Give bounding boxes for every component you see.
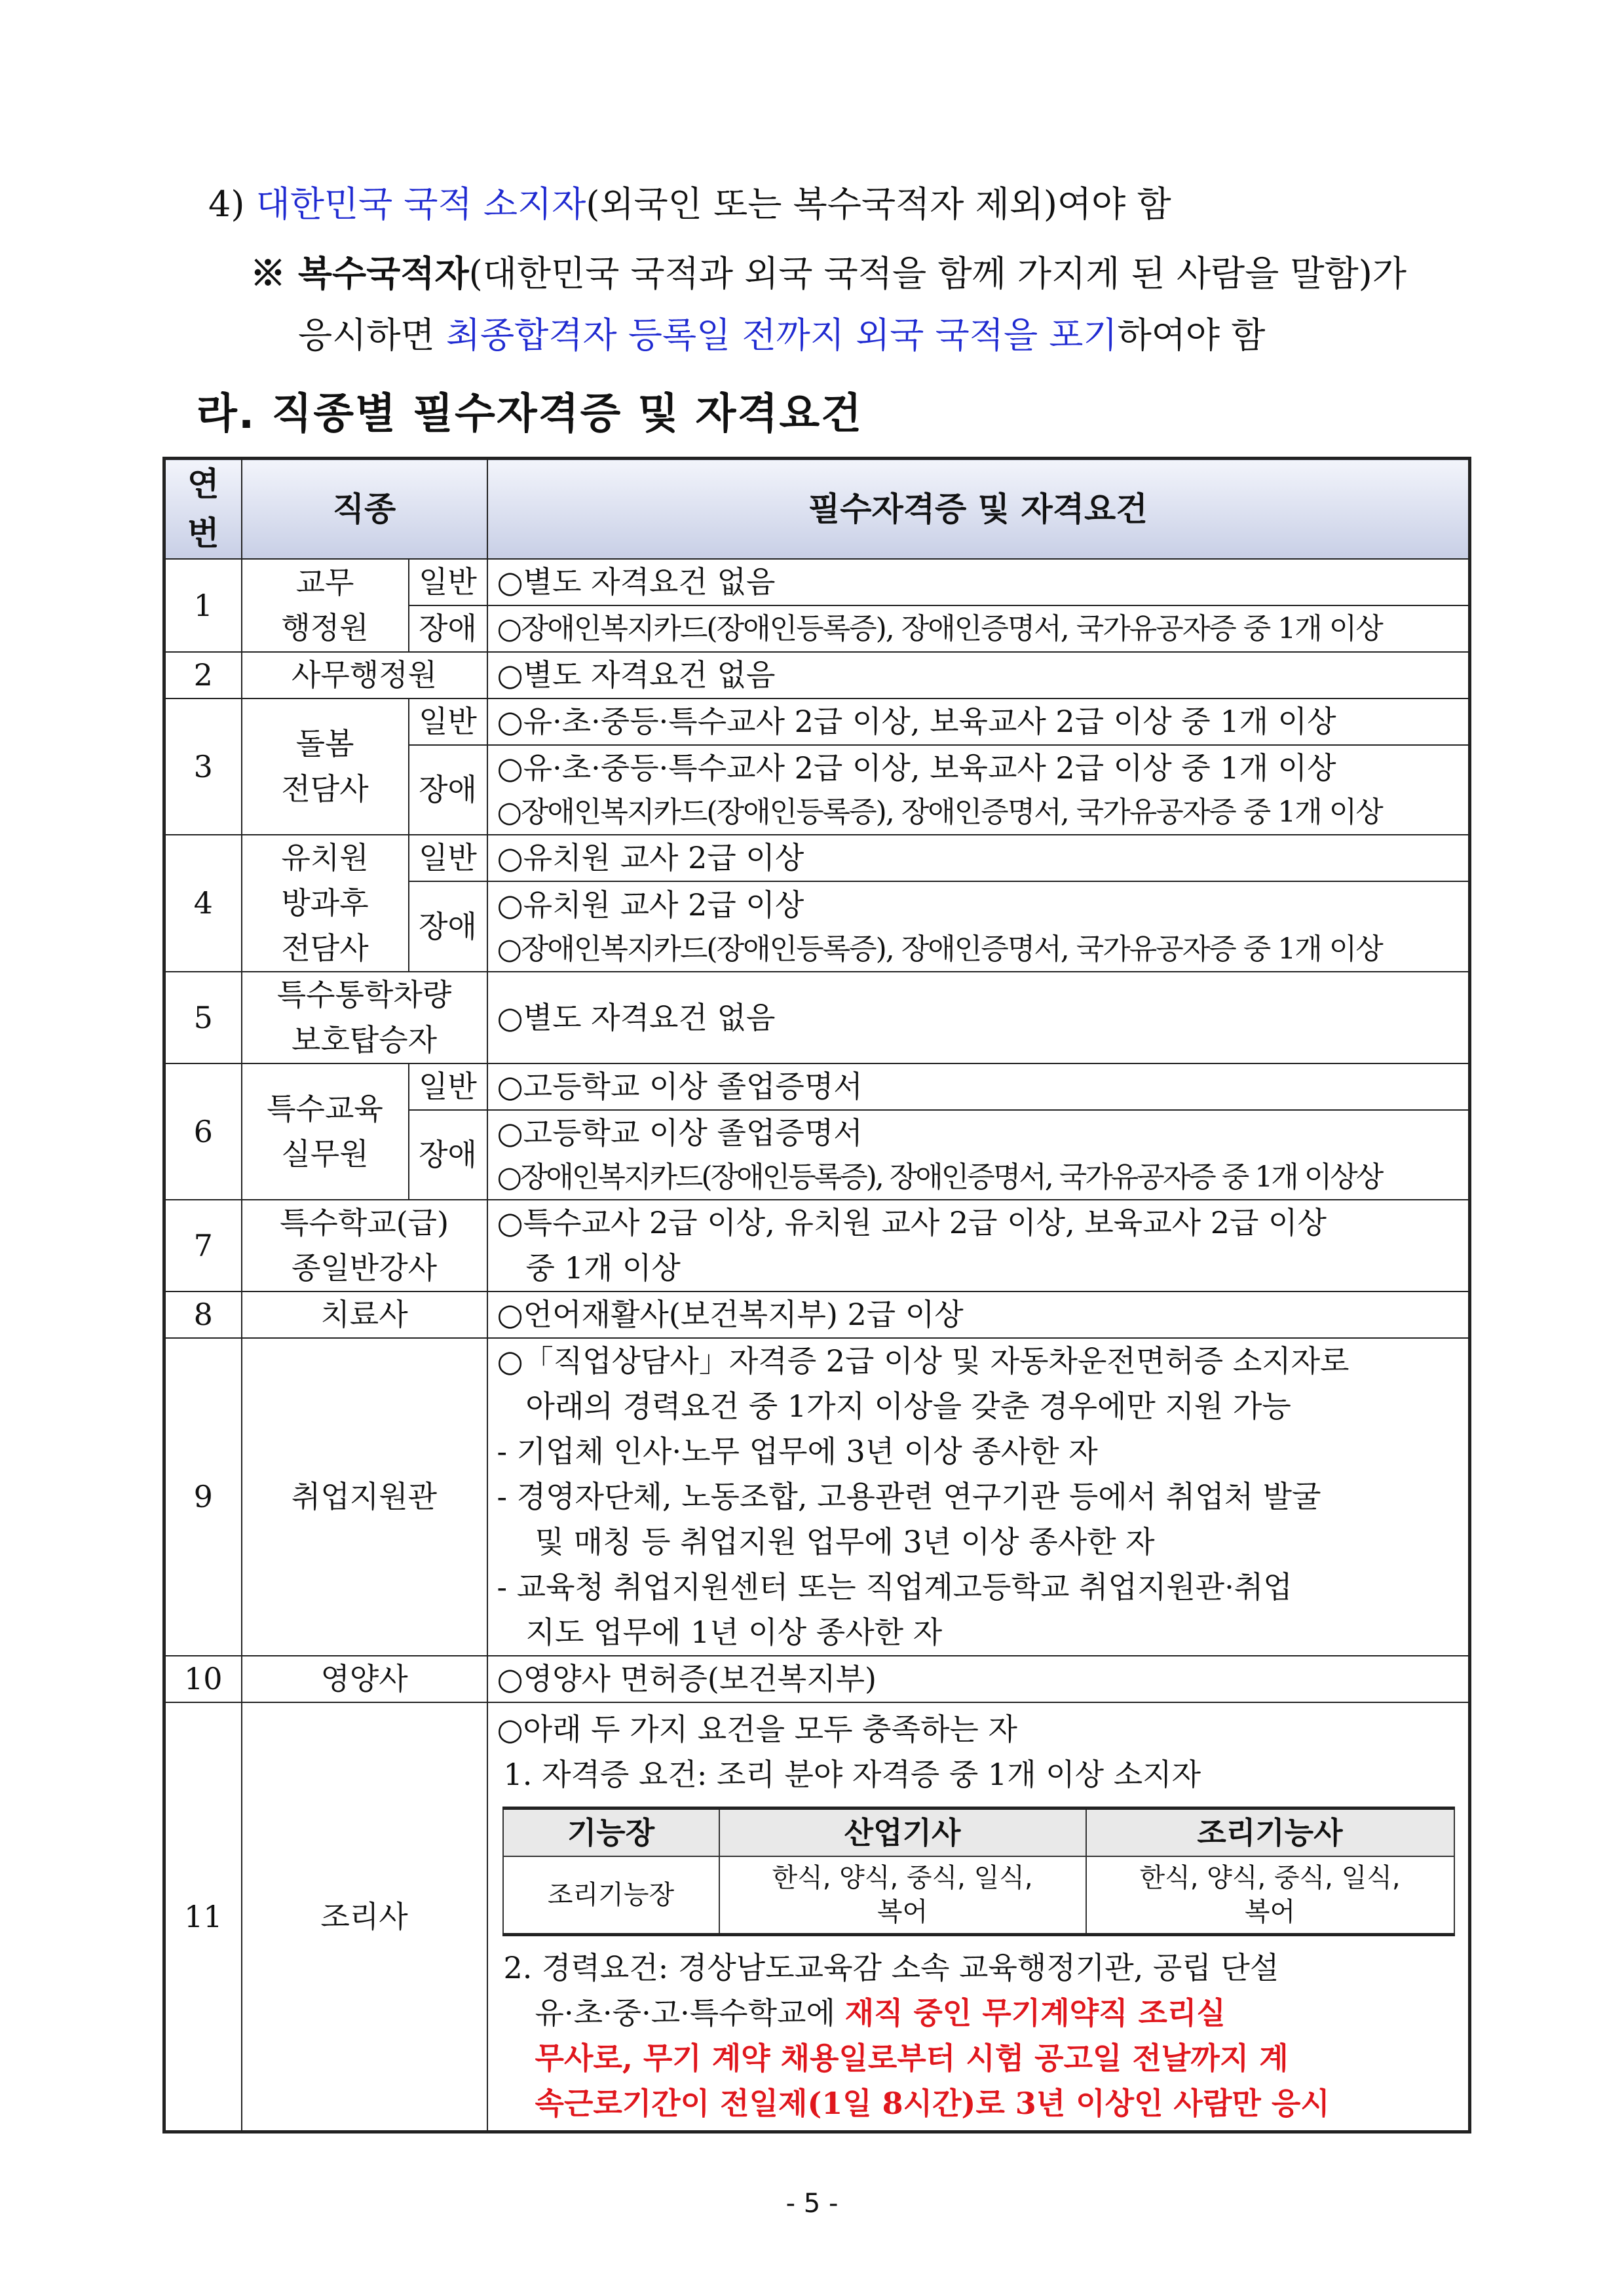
row-number: 2 — [164, 652, 242, 698]
row-number: 4 — [164, 835, 242, 972]
requirement-item: 2. 경력요건: 경상남도교육감 소속 교육행정기관, 공립 단설 — [503, 1950, 1279, 1985]
item-number: 4) — [208, 183, 256, 225]
table-row — [164, 1063, 1470, 1110]
requirement: ○영양사 면허증(보건복지부) — [487, 1656, 1470, 1702]
requirement-item: - 경영자단체, 노동조합, 고용관련 연구기관 등에서 취업처 발굴 — [497, 1479, 1321, 1514]
hire-type: 장애 — [409, 605, 487, 652]
requirement-item: 1. 자격증 요건: 조리 분야 자격증 중 1개 이상 소지자 — [503, 1757, 1201, 1792]
requirement: ○특수교사 2급 이상, 유치원 교사 2급 이상, 보육교사 2급 이상 — [497, 1205, 1327, 1240]
inner-cell: 한식, 양식, 중식, 일식, 복어 — [719, 1856, 1086, 1935]
dual-citizen-term: 복수국적자 — [297, 252, 469, 294]
table-row — [164, 1200, 1470, 1292]
hire-type: 일반 — [409, 1063, 487, 1110]
job-title: 치료사 — [242, 1292, 487, 1338]
requirement-highlight: 속근로기간이 전일제(1일 8시간)로 3년 이상인 사람만 응시 — [535, 2086, 1330, 2121]
cook-certificate-table — [502, 1807, 1455, 1936]
requirement-cont: 및 매칭 등 취업지원 업무에 3년 이상 종사한 자 — [535, 1524, 1155, 1559]
row-number: 8 — [164, 1292, 242, 1338]
header-job: 직종 — [242, 459, 487, 560]
job-title: 유치원 방과후 전담사 — [242, 835, 409, 972]
hire-type: 일반 — [409, 698, 487, 745]
row-number: 6 — [164, 1063, 242, 1200]
table-row — [164, 698, 1470, 745]
requirement-cont: 지도 업무에 1년 이상 종사한 자 — [525, 1615, 943, 1650]
table-header-row — [164, 459, 1470, 560]
inner-row — [503, 1856, 1454, 1935]
hire-type: 장애 — [409, 881, 487, 972]
nationality-highlight: 대한민국 국적 소지자 — [255, 183, 586, 225]
requirement: ○언어재활사(보건복지부) 2급 이상 — [487, 1292, 1470, 1338]
hire-type: 장애 — [409, 745, 487, 835]
inner-header: 산업기사 — [719, 1808, 1086, 1857]
qualification-table — [162, 457, 1471, 2133]
requirement: ○유·초·중등·특수교사 2급 이상, 보육교사 2급 이상 중 1개 이상 — [497, 750, 1336, 786]
table-row — [164, 972, 1470, 1063]
requirement: ○고등학교 이상 졸업증명서 — [487, 1063, 1470, 1110]
job-title: 영양사 — [242, 1656, 487, 1702]
requirement: ○장애인복지카드(장애인등록증), 장애인증명서, 국가유공자증 중 1개 이상 — [497, 932, 1382, 966]
row-number: 3 — [164, 698, 242, 835]
header-no: 연번 — [164, 459, 242, 560]
row-number: 7 — [164, 1200, 242, 1292]
renounce-highlight: 최종합격자 등록일 전까지 외국 국적을 포기 — [445, 315, 1118, 356]
requirement-item: - 교육청 취업지원센터 또는 직업계고등학교 취업지원관·취업 — [497, 1569, 1293, 1605]
requirement: ○유·초·중등·특수교사 2급 이상, 보육교사 2급 이상 중 1개 이상 — [487, 698, 1470, 745]
dual-citizenship-note-cont — [298, 315, 1608, 356]
inner-header: 기능장 — [503, 1808, 719, 1857]
requirement-item: - 기업체 인사·노무 업무에 3년 이상 종사한 자 — [497, 1434, 1098, 1469]
inner-header: 조리기능사 — [1086, 1808, 1454, 1857]
table-row — [164, 559, 1470, 605]
requirement: ○「직업상담사」자격증 2급 이상 및 자동차운전면허증 소지자로 — [497, 1343, 1350, 1379]
requirement: ○유치원 교사 2급 이상 — [497, 887, 804, 923]
row-number: 1 — [164, 559, 242, 652]
nationality-note: (외국인 또는 복수국적자 제외)여야 함 — [586, 183, 1171, 225]
requirement: ○고등학교 이상 졸업증명서 — [497, 1115, 863, 1151]
requirement-highlight: 재직 중인 무기계약직 조리실 — [844, 1995, 1226, 2031]
table-row — [164, 1656, 1470, 1702]
row-number: 9 — [164, 1338, 242, 1656]
row-number: 5 — [164, 972, 242, 1063]
page-number: - 5 - — [785, 2189, 839, 2219]
table-row — [164, 1338, 1470, 1656]
job-title: 특수교육 실무원 — [242, 1063, 409, 1200]
job-title: 조리사 — [242, 1702, 487, 2132]
table-row — [164, 1702, 1470, 2132]
requirement: ○별도 자격요건 없음 — [487, 559, 1470, 605]
requirement: ○별도 자격요건 없음 — [487, 972, 1470, 1063]
row-number: 11 — [164, 1702, 242, 2132]
requirement-cont: 중 1개 이상 — [525, 1250, 681, 1286]
header-requirements: 필수자격증 및 자격요건 — [487, 459, 1470, 560]
hire-type: 일반 — [409, 835, 487, 881]
job-title: 교무 행정원 — [242, 559, 409, 652]
requirement-cont: 아래의 경력요건 중 1가지 이상을 갖춘 경우에만 지원 가능 — [525, 1388, 1291, 1424]
note-text-end: 하여야 함 — [1117, 315, 1266, 356]
requirement: ○아래 두 가지 요건을 모두 충족하는 자 — [497, 1712, 1017, 1747]
requirement-highlight: 무사로, 무기 계약 채용일로부터 시험 공고일 전날까지 계 — [535, 2040, 1289, 2076]
job-title: 특수통학차량 보호탑승자 — [242, 972, 487, 1063]
table-row — [164, 1292, 1470, 1338]
dual-citizen-definition: (대한민국 국적과 외국 국적을 함께 가지게 된 사람을 말함)가 — [468, 253, 1407, 294]
requirement: ○장애인복지카드(장애인등록증), 장애인증명서, 국가유공자증 중 1개 이상 — [487, 605, 1470, 652]
hire-type: 일반 — [409, 559, 487, 605]
note-text: 응시하면 — [298, 315, 446, 356]
requirement-cont — [497, 1991, 1462, 2036]
row-number: 10 — [164, 1656, 242, 1702]
table-row — [164, 835, 1470, 881]
requirement: ○장애인복지카드(장애인등록증), 장애인증명서, 국가유공자증 중 1개 이상상 — [497, 1160, 1382, 1194]
section-title: 라. 직종별 필수자격증 및 자격요건 — [197, 390, 863, 438]
inner-cell: 한식, 양식, 중식, 일식, 복어 — [1086, 1856, 1454, 1935]
note-mark: ※ — [250, 252, 298, 294]
nationality-requirement — [208, 183, 1519, 225]
job-title: 취업지원관 — [242, 1338, 487, 1656]
table-row — [164, 652, 1470, 698]
requirement: ○유치원 교사 2급 이상 — [487, 835, 1470, 881]
inner-header-row — [503, 1808, 1454, 1857]
inner-cell: 조리기능장 — [503, 1856, 719, 1935]
hire-type: 장애 — [409, 1110, 487, 1200]
job-title: 사무행정원 — [242, 652, 487, 698]
requirement: ○별도 자격요건 없음 — [487, 652, 1470, 698]
job-title: 특수학교(급) 종일반강사 — [242, 1200, 487, 1292]
requirement-text: 유·초·중·고·특수학교에 — [535, 1995, 845, 2031]
job-title: 돌봄 전담사 — [242, 698, 409, 835]
dual-citizenship-note — [250, 252, 1560, 294]
requirement: ○장애인복지카드(장애인등록증), 장애인증명서, 국가유공자증 중 1개 이상 — [497, 795, 1382, 829]
